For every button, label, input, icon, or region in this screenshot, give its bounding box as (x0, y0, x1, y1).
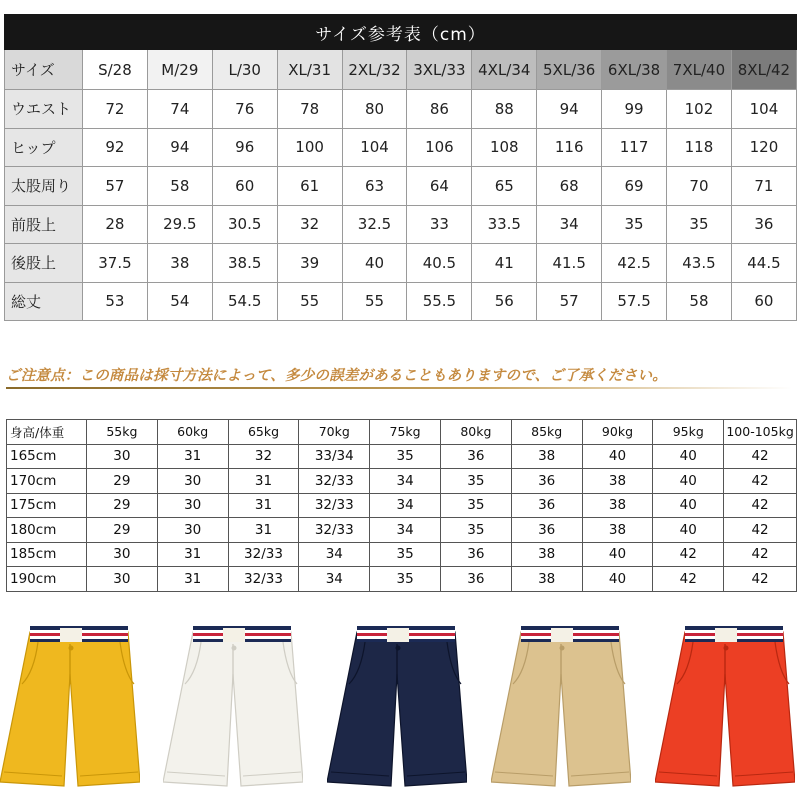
height-label: 185cm (7, 542, 87, 567)
size-header-cell: 5XL/36 (537, 50, 602, 90)
fit-size-value: 42 (724, 493, 797, 518)
fit-size-value: 31 (228, 493, 299, 518)
measure-value: 42.5 (602, 244, 667, 283)
fit-size-value: 31 (228, 469, 299, 494)
fit-row (7, 542, 797, 567)
fit-size-value: 35 (440, 493, 511, 518)
fit-size-value: 29 (87, 518, 158, 543)
shorts-white-image (163, 622, 303, 792)
measure-value: 54.5 (212, 282, 277, 321)
fit-size-value: 30 (157, 469, 228, 494)
measure-value: 30.5 (212, 205, 277, 244)
measure-value: 118 (667, 128, 732, 167)
fit-size-value: 35 (370, 542, 441, 567)
shorts-khaki-image (491, 622, 631, 792)
measure-value: 36 (731, 205, 796, 244)
measure-value: 38.5 (212, 244, 277, 283)
measure-value: 78 (277, 90, 342, 129)
fit-size-value: 38 (511, 567, 582, 592)
measure-value: 37.5 (83, 244, 148, 283)
measure-value: 92 (83, 128, 148, 167)
measure-value: 104 (342, 128, 407, 167)
fit-size-value: 30 (157, 493, 228, 518)
fit-size-value: 36 (440, 444, 511, 469)
measure-value: 76 (212, 90, 277, 129)
measure-value: 38 (147, 244, 212, 283)
measure-value: 32 (277, 205, 342, 244)
measure-value: 94 (147, 128, 212, 167)
measure-value: 41.5 (537, 244, 602, 283)
measure-value: 40.5 (407, 244, 472, 283)
fit-size-value: 32/33 (228, 542, 299, 567)
fit-size-value: 36 (511, 469, 582, 494)
fit-size-value: 32/33 (299, 518, 370, 543)
weight-header: 90kg (582, 420, 653, 445)
size-header-cell: S/28 (83, 50, 148, 90)
height-label: 170cm (7, 469, 87, 494)
weight-header: 70kg (299, 420, 370, 445)
fit-header-row (7, 420, 797, 445)
measure-value: 69 (602, 167, 667, 206)
weight-header: 80kg (440, 420, 511, 445)
height-label: 165cm (7, 444, 87, 469)
measure-value: 57 (83, 167, 148, 206)
measure-value: 53 (83, 282, 148, 321)
measure-label: 総丈 (5, 282, 83, 321)
shorts-red-image (655, 622, 795, 792)
fit-size-value: 30 (87, 567, 158, 592)
fit-size-value: 40 (653, 493, 724, 518)
measure-value: 41 (472, 244, 537, 283)
measure-label: ヒップ (5, 128, 83, 167)
measure-value: 58 (667, 282, 732, 321)
measure-value: 39 (277, 244, 342, 283)
fit-size-value: 35 (440, 518, 511, 543)
fit-size-value: 31 (157, 444, 228, 469)
fit-size-value: 42 (724, 469, 797, 494)
weight-header: 65kg (228, 420, 299, 445)
fit-row (7, 567, 797, 592)
fit-size-value: 32/33 (228, 567, 299, 592)
measure-value: 71 (731, 167, 796, 206)
shorts-color-gallery (0, 622, 800, 792)
measure-label: 太股周り (5, 167, 83, 206)
size-header-label: サイズ (5, 50, 83, 90)
size-header-cell: 3XL/33 (407, 50, 472, 90)
size-header-row (5, 50, 797, 90)
measure-value: 96 (212, 128, 277, 167)
fit-size-value: 35 (370, 567, 441, 592)
fit-size-value: 38 (511, 444, 582, 469)
height-label: 190cm (7, 567, 87, 592)
measure-value: 116 (537, 128, 602, 167)
measure-value: 55.5 (407, 282, 472, 321)
measure-value: 35 (602, 205, 667, 244)
weight-header: 60kg (157, 420, 228, 445)
fit-size-value: 34 (370, 469, 441, 494)
fit-size-value: 29 (87, 469, 158, 494)
fit-size-value: 32/33 (299, 469, 370, 494)
measure-value: 99 (602, 90, 667, 129)
measure-value: 57 (537, 282, 602, 321)
shorts-navy-image (327, 622, 467, 792)
size-header-cell: 4XL/34 (472, 50, 537, 90)
measure-value: 44.5 (731, 244, 796, 283)
measure-value: 61 (277, 167, 342, 206)
fit-size-value: 30 (157, 518, 228, 543)
size-chart-title: サイズ参考表（cm） (5, 15, 797, 50)
measure-label: 前股上 (5, 205, 83, 244)
fit-size-value: 42 (724, 518, 797, 543)
fit-size-value: 36 (511, 493, 582, 518)
size-header-cell: 6XL/38 (602, 50, 667, 90)
weight-header: 85kg (511, 420, 582, 445)
fit-size-value: 42 (653, 567, 724, 592)
measure-value: 117 (602, 128, 667, 167)
fit-size-value: 38 (582, 469, 653, 494)
measure-value: 80 (342, 90, 407, 129)
measure-value: 33 (407, 205, 472, 244)
fit-row (7, 518, 797, 543)
fit-size-value: 35 (370, 444, 441, 469)
measure-value: 64 (407, 167, 472, 206)
fit-size-value: 35 (440, 469, 511, 494)
height-label: 175cm (7, 493, 87, 518)
measure-label: 後股上 (5, 244, 83, 283)
measure-value: 106 (407, 128, 472, 167)
measure-value: 120 (731, 128, 796, 167)
weight-header: 95kg (653, 420, 724, 445)
weight-header: 100-105kg (724, 420, 797, 445)
size-header-cell: M/29 (147, 50, 212, 90)
measure-value: 108 (472, 128, 537, 167)
measure-value: 40 (342, 244, 407, 283)
measure-value: 68 (537, 167, 602, 206)
measure-label: ウエスト (5, 90, 83, 129)
fit-size-value: 40 (653, 518, 724, 543)
measure-value: 55 (342, 282, 407, 321)
measure-value: 60 (212, 167, 277, 206)
fit-size-value: 36 (440, 567, 511, 592)
fit-row (7, 469, 797, 494)
measure-value: 29.5 (147, 205, 212, 244)
measure-value: 100 (277, 128, 342, 167)
fit-row (7, 444, 797, 469)
height-weight-fit-table (6, 419, 797, 592)
size-measure-row (5, 90, 797, 129)
measure-value: 72 (83, 90, 148, 129)
measure-value: 56 (472, 282, 537, 321)
fit-size-value: 38 (582, 518, 653, 543)
measure-value: 57.5 (602, 282, 667, 321)
measure-value: 34 (537, 205, 602, 244)
fit-size-value: 29 (87, 493, 158, 518)
size-measure-row (5, 128, 797, 167)
measure-value: 65 (472, 167, 537, 206)
fit-size-value: 32 (228, 444, 299, 469)
measure-value: 33.5 (472, 205, 537, 244)
fit-size-value: 38 (511, 542, 582, 567)
fit-row (7, 493, 797, 518)
fit-size-value: 42 (724, 567, 797, 592)
size-header-cell: 8XL/42 (731, 50, 796, 90)
measure-value: 94 (537, 90, 602, 129)
size-header-cell: L/30 (212, 50, 277, 90)
measure-value: 35 (667, 205, 732, 244)
fit-size-value: 36 (511, 518, 582, 543)
size-measure-row (5, 167, 797, 206)
measurement-notice: ご注意点：この商品は採寸方法によって、多少の誤差があることもありますので、ご了承ください。 (6, 368, 667, 384)
notice-divider (6, 387, 792, 389)
fit-size-value: 38 (582, 493, 653, 518)
fit-size-value: 40 (653, 444, 724, 469)
fit-corner-label: 身高/体重 (7, 420, 87, 445)
size-header-cell: 7XL/40 (667, 50, 732, 90)
measure-value: 28 (83, 205, 148, 244)
measure-value: 43.5 (667, 244, 732, 283)
fit-size-value: 36 (440, 542, 511, 567)
weight-header: 55kg (87, 420, 158, 445)
fit-size-value: 32/33 (299, 493, 370, 518)
size-measure-row (5, 205, 797, 244)
size-measure-row (5, 244, 797, 283)
fit-size-value: 42 (724, 542, 797, 567)
measure-value: 58 (147, 167, 212, 206)
weight-header: 75kg (370, 420, 441, 445)
size-header-cell: 2XL/32 (342, 50, 407, 90)
size-chart-table (4, 14, 797, 321)
fit-size-value: 34 (370, 518, 441, 543)
size-measure-row (5, 282, 797, 321)
fit-size-value: 30 (87, 542, 158, 567)
measure-value: 88 (472, 90, 537, 129)
measure-value: 63 (342, 167, 407, 206)
measure-value: 102 (667, 90, 732, 129)
fit-size-value: 40 (653, 469, 724, 494)
measure-value: 60 (731, 282, 796, 321)
fit-size-value: 31 (228, 518, 299, 543)
measure-value: 32.5 (342, 205, 407, 244)
fit-size-value: 34 (299, 542, 370, 567)
measure-value: 74 (147, 90, 212, 129)
size-header-cell: XL/31 (277, 50, 342, 90)
fit-size-value: 31 (157, 542, 228, 567)
fit-size-value: 33/34 (299, 444, 370, 469)
fit-size-value: 42 (653, 542, 724, 567)
measure-value: 55 (277, 282, 342, 321)
measure-value: 86 (407, 90, 472, 129)
fit-size-value: 40 (582, 567, 653, 592)
measure-value: 54 (147, 282, 212, 321)
fit-size-value: 34 (370, 493, 441, 518)
fit-size-value: 40 (582, 542, 653, 567)
fit-size-value: 31 (157, 567, 228, 592)
fit-size-value: 42 (724, 444, 797, 469)
shorts-yellow-image (0, 622, 140, 792)
measure-value: 104 (731, 90, 796, 129)
fit-size-value: 34 (299, 567, 370, 592)
measure-value: 70 (667, 167, 732, 206)
fit-size-value: 40 (582, 444, 653, 469)
fit-size-value: 30 (87, 444, 158, 469)
height-label: 180cm (7, 518, 87, 543)
